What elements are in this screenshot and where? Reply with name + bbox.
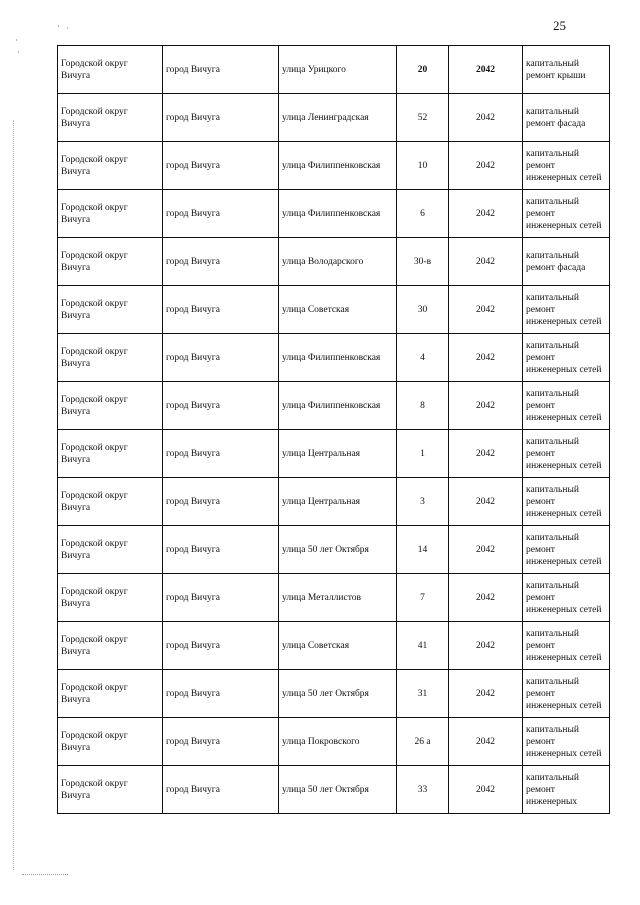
city-cell: город Вичуга (163, 574, 279, 622)
okrug-cell: Городской округ Вичуга (58, 526, 163, 574)
street-cell: улица Урицкого (279, 46, 397, 94)
okrug-cell: Городской округ Вичуга (58, 766, 163, 814)
page-number: 25 (553, 18, 566, 33)
okrug-cell: Городской округ Вичуга (58, 478, 163, 526)
table-row (58, 286, 610, 334)
table-row (58, 718, 610, 766)
okrug-cell: Городской округ Вичуга (58, 382, 163, 430)
city-cell: город Вичуга (163, 622, 279, 670)
house-number-cell: 31 (397, 670, 449, 718)
year-cell: 2042 (449, 382, 523, 430)
scan-speck: · (17, 48, 20, 57)
work-type-cell: капитальный ремонт инженерных сетей (523, 286, 610, 334)
street-cell: улица Филиппенковская (279, 382, 397, 430)
year-cell: 2042 (449, 334, 523, 382)
year-cell: 2042 (449, 526, 523, 574)
city-cell: город Вичуга (163, 46, 279, 94)
city-cell: город Вичуга (163, 430, 279, 478)
house-number-cell: 26 а (397, 718, 449, 766)
table-row (58, 190, 610, 238)
street-cell: улица 50 лет Октября (279, 670, 397, 718)
city-cell: город Вичуга (163, 718, 279, 766)
city-cell: город Вичуга (163, 238, 279, 286)
table-row (58, 238, 610, 286)
city-cell: город Вичуга (163, 190, 279, 238)
house-number-cell: 6 (397, 190, 449, 238)
work-type-cell: капитальный ремонт инженерных сетей (523, 526, 610, 574)
year-cell: 2042 (449, 430, 523, 478)
year-cell: 2042 (449, 574, 523, 622)
year-cell: 2042 (449, 670, 523, 718)
work-type-cell: капитальный ремонт инженерных сетей (523, 478, 610, 526)
street-cell: улица Филиппенковская (279, 334, 397, 382)
table-row (58, 142, 610, 190)
work-type-cell: капитальный ремонт инженерных сетей (523, 574, 610, 622)
table-row (58, 766, 610, 814)
year-cell: 2042 (449, 94, 523, 142)
scan-speck: · (15, 36, 18, 45)
house-number-cell: 33 (397, 766, 449, 814)
street-cell: улица 50 лет Октября (279, 766, 397, 814)
okrug-cell: Городской округ Вичуга (58, 286, 163, 334)
okrug-cell: Городской округ Вичуга (58, 190, 163, 238)
okrug-cell: Городской округ Вичуга (58, 430, 163, 478)
okrug-cell: Городской округ Вичуга (58, 334, 163, 382)
work-type-cell: капитальный ремонт инженерных сетей (523, 430, 610, 478)
work-type-cell: капитальный ремонт инженерных сетей (523, 718, 610, 766)
city-cell: город Вичуга (163, 94, 279, 142)
scan-speck: · (66, 24, 69, 33)
house-number-cell: 4 (397, 334, 449, 382)
table-row (58, 94, 610, 142)
table-row (58, 382, 610, 430)
year-cell: 2042 (449, 478, 523, 526)
year-cell: 2042 (449, 286, 523, 334)
year-cell: 2042 (449, 46, 523, 94)
city-cell: город Вичуга (163, 766, 279, 814)
city-cell: город Вичуга (163, 334, 279, 382)
street-cell: улица Покровского (279, 718, 397, 766)
year-cell: 2042 (449, 622, 523, 670)
street-cell: улица Ленинградская (279, 94, 397, 142)
okrug-cell: Городской округ Вичуга (58, 718, 163, 766)
okrug-cell: Городской округ Вичуга (58, 622, 163, 670)
house-number-cell: 8 (397, 382, 449, 430)
city-cell: город Вичуга (163, 382, 279, 430)
table-body (58, 46, 610, 814)
table-row (58, 334, 610, 382)
house-number-cell: 3 (397, 478, 449, 526)
house-number-cell: 1 (397, 430, 449, 478)
scan-speck (22, 874, 68, 875)
repair-registry-table (57, 45, 610, 814)
street-cell: улица Металлистов (279, 574, 397, 622)
work-type-cell: капитальный ремонт инженерных сетей (523, 142, 610, 190)
work-type-cell: капитальный ремонт крыши (523, 46, 610, 94)
year-cell: 2042 (449, 238, 523, 286)
street-cell: улица Филиппенковская (279, 190, 397, 238)
street-cell: улица 50 лет Октября (279, 526, 397, 574)
table-row (58, 430, 610, 478)
table-row (58, 622, 610, 670)
street-cell: улица Советская (279, 286, 397, 334)
table-row (58, 478, 610, 526)
street-cell: улица Советская (279, 622, 397, 670)
table-row (58, 526, 610, 574)
scan-speck: · (57, 22, 60, 31)
year-cell: 2042 (449, 766, 523, 814)
house-number-cell: 52 (397, 94, 449, 142)
street-cell: улица Филиппенковская (279, 142, 397, 190)
city-cell: город Вичуга (163, 670, 279, 718)
work-type-cell: капитальный ремонт инженерных сетей (523, 382, 610, 430)
house-number-cell: 7 (397, 574, 449, 622)
okrug-cell: Городской округ Вичуга (58, 142, 163, 190)
work-type-cell: капитальный ремонт инженерных сетей (523, 622, 610, 670)
house-number-cell: 20 (397, 46, 449, 94)
house-number-cell: 10 (397, 142, 449, 190)
year-cell: 2042 (449, 142, 523, 190)
okrug-cell: Городской округ Вичуга (58, 238, 163, 286)
scan-edge-line (13, 120, 14, 870)
year-cell: 2042 (449, 190, 523, 238)
city-cell: город Вичуга (163, 286, 279, 334)
work-type-cell: капитальный ремонт инженерных сетей (523, 334, 610, 382)
house-number-cell: 30 (397, 286, 449, 334)
city-cell: город Вичуга (163, 142, 279, 190)
table-row (58, 670, 610, 718)
okrug-cell: Городской округ Вичуга (58, 94, 163, 142)
table-row (58, 574, 610, 622)
okrug-cell: Городской округ Вичуга (58, 46, 163, 94)
year-cell: 2042 (449, 718, 523, 766)
table-row (58, 46, 610, 94)
work-type-cell: капитальный ремонт инженерных сетей (523, 190, 610, 238)
street-cell: улица Центральная (279, 430, 397, 478)
street-cell: улица Центральная (279, 478, 397, 526)
house-number-cell: 14 (397, 526, 449, 574)
work-type-cell: капитальный ремонт инженерных сетей (523, 670, 610, 718)
city-cell: город Вичуга (163, 526, 279, 574)
okrug-cell: Городской округ Вичуга (58, 670, 163, 718)
street-cell: улица Володарского (279, 238, 397, 286)
house-number-cell: 30-в (397, 238, 449, 286)
house-number-cell: 41 (397, 622, 449, 670)
work-type-cell: капитальный ремонт фасада (523, 238, 610, 286)
city-cell: город Вичуга (163, 478, 279, 526)
work-type-cell: капитальный ремонт инженерных (523, 766, 610, 814)
okrug-cell: Городской округ Вичуга (58, 574, 163, 622)
work-type-cell: капитальный ремонт фасада (523, 94, 610, 142)
